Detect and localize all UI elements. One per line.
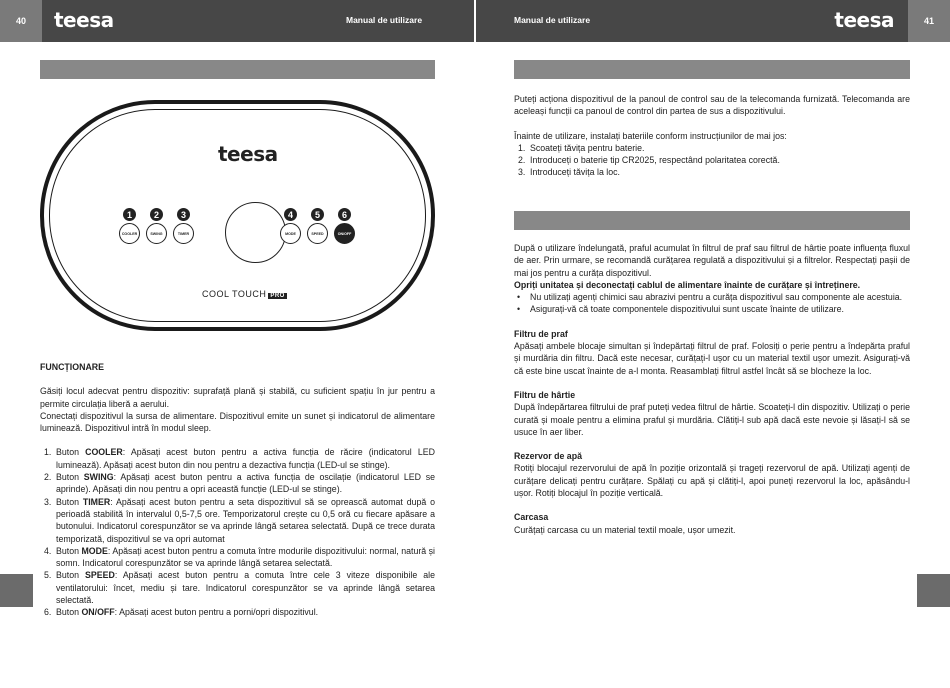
left-header-title: Manual de utilizare (346, 15, 423, 25)
speed-button: SPEED (307, 223, 328, 244)
left-section-bar (40, 60, 435, 79)
remote-section-bar (514, 60, 910, 79)
remote-paragraph: Puteți acționa dispozitivul de la panoul de control sau de la telecomanda furnizată. Telecomanda are aceleași funcții ca panoul de control din partea de sus a dispozitivului. (514, 94, 910, 117)
timer-button: TIMER (173, 223, 194, 244)
list-item: • Asigurați-vă că toate componentele dispozitivului sunt uscate înainte de utilizare. (514, 303, 910, 315)
functionare-section (40, 361, 435, 619)
paper-filter-title: Filtru de hârtie (514, 389, 576, 400)
maintenance-intro: După o utilizare îndelungată, praful acumulat în filtrul de praf sau filtrul de hârtie poate influența fluxul de aer. Prin urmare, se recomandă curățarea regulată a dispozitivului și a filtrelor. Respectați pașii de mai jos pentru a curăța dispozitivul. (514, 243, 910, 278)
list-item: • Nu utilizați agenți chimici sau abrazivi pentru a curăța dispozitivul sau componente ale acestuia. (514, 291, 910, 303)
model-name: COOL TOUCH (202, 289, 267, 299)
panel-brand-logo: teesa (218, 142, 278, 166)
left-side-tab (0, 574, 33, 607)
left-page-number: 40 (0, 0, 42, 42)
battery-intro: Înainte de utilizare, instalați bateriile conform instrucțiunilor de mai jos: (514, 130, 787, 141)
control-dial (225, 202, 286, 263)
remote-section (514, 93, 910, 179)
list-item: 3. Introduceți tăvița la loc. (518, 167, 620, 178)
functionare-paragraph-2: Conectați dispozitivul la sursa de alimentare. Dispozitivul emite un sunet și indicatorul de alimentare luminează. Dispozitivul intră în modul sleep. (40, 410, 435, 434)
dust-filter-title: Filtru de praf (514, 328, 568, 339)
right-header-title: Manual de utilizare (514, 15, 591, 25)
right-brand-logo: teesa (834, 8, 894, 32)
list-item: 6. Buton ON/OFF: Apăsați acest buton pentru a porni/opri dispozitivul. (44, 607, 319, 618)
callout-number-6: 6 (338, 208, 351, 221)
water-tank-text: Rotiți blocajul rezervorului de apă în poziție orizontală și trageți rezervorul de apă. Utilizați agenți de curățare delicați pentru curățare. Spălați cu apă și clătiți-l, apoi puneți rezervorul la loc, apăsându-l ușor. Rotiți blocajul în poziție verticală. (514, 463, 910, 499)
on-off-button: ON/OFF (334, 223, 355, 244)
paper-filter-text: După îndepărtarea filtrului de praf puteți vedea filtrul de hârtie. Scoateți-l din dispozitiv. Utilizați o perie curată și moale pentru a elimina praful și murdăria. Clătiți-l sub apă dacă este nevoie și lăsați-l să se usuce în aer liber. (514, 402, 910, 437)
list-item: 3. Buton TIMER: Apăsați acest buton pentru a seta dispozitivul să se oprească automat după o perioadă stabilită în intervalul 0,5-7,5 ore. Temporizatorul crește cu 0,5 oră cu fiecare apăsare a butonului. Indicatorul corespunzător se va aprinde lângă setarea selectată. După ce trece durata temporizată, dispozitivul se va opri automat (44, 496, 436, 544)
cooler-button: COOLER (119, 223, 140, 244)
maintenance-warning: Opriți unitatea și deconectați cablul de alimentare înainte de curățare și întreținere. (514, 279, 861, 290)
right-page-number: 41 (908, 0, 950, 42)
housing-text: Curățați carcasa cu un material textil moale, ușor umezit. (514, 524, 736, 535)
callout-number-2: 2 (150, 208, 163, 221)
battery-steps (514, 142, 910, 179)
callout-number-3: 3 (177, 208, 190, 221)
functionare-heading: FUNCȚIONARE (40, 362, 105, 372)
model-label (202, 289, 287, 299)
mode-button: MODE (280, 223, 301, 244)
swing-button: SWING (146, 223, 167, 244)
maintenance-section-bar (514, 211, 910, 230)
control-panel-illustration (40, 100, 435, 331)
list-item: 2. Introduceți o baterie tip CR2025, respectând polaritatea corectă. (518, 155, 780, 166)
list-item: 1. Buton COOLER: Apăsați acest buton pentru a activa funcția de răcire (indicatorul LED luminează). Apăsați acest buton din nou pentru a dezactiva funcția (LED-ul se stinge). (44, 447, 435, 470)
model-badge: PRO (270, 293, 285, 299)
dust-filter-text: Apăsați ambele blocaje simultan și îndepărtați filtrul de praf. Folosiți o perie pentru a îndepărta praful și murdăria din filtru. Dacă este necesar, curățați-l ușor cu un material textil ușor umezit. Asigurați-vă că este bine uscat înainte de a-l monta. Reasamblați filtrul astfel încât să se blocheze la loc. (514, 341, 910, 376)
right-side-tab (917, 574, 950, 607)
list-item: 4. Buton MODE: Apăsați acest buton pentru a comuta între modurile dispozitivului: normal, natură și somn. Indicatorul corespunzător se va aprinde lângă setarea selectată. (44, 545, 436, 569)
callout-number-4: 4 (284, 208, 297, 221)
left-brand-logo: teesa (54, 8, 114, 32)
callout-number-1: 1 (123, 208, 136, 221)
callout-number-5: 5 (311, 208, 324, 221)
housing-title: Carcasa (514, 512, 549, 523)
maintenance-section (514, 242, 910, 536)
buttons-list (40, 446, 435, 618)
list-item: 2. Buton SWING: Apăsați acest buton pentru a activa funcția de oscilație (indicatorul LED se aprinde). Apăsați din nou pentru a opri această funcție (LED-ul se stinge). (44, 472, 436, 495)
water-tank-title: Rezervor de apă (514, 451, 582, 462)
list-item: 5. Buton SPEED: Apăsați acest buton pentru a comuta între cele 3 viteze disponibile ale ventilatorului: încet, mediu și tare. Indicatorul corespunzător se va aprinde lângă setarea selectată. (44, 570, 435, 606)
maintenance-bullets (514, 291, 910, 316)
list-item: 1. Scoateți tăvița pentru baterie. (518, 142, 645, 153)
functionare-paragraph-1: Găsiți locul adecvat pentru dispozitiv: suprafață plană și stabilă, cu suficient spațiu în jur pentru a permite circulația liberă a aerului. (40, 386, 435, 409)
